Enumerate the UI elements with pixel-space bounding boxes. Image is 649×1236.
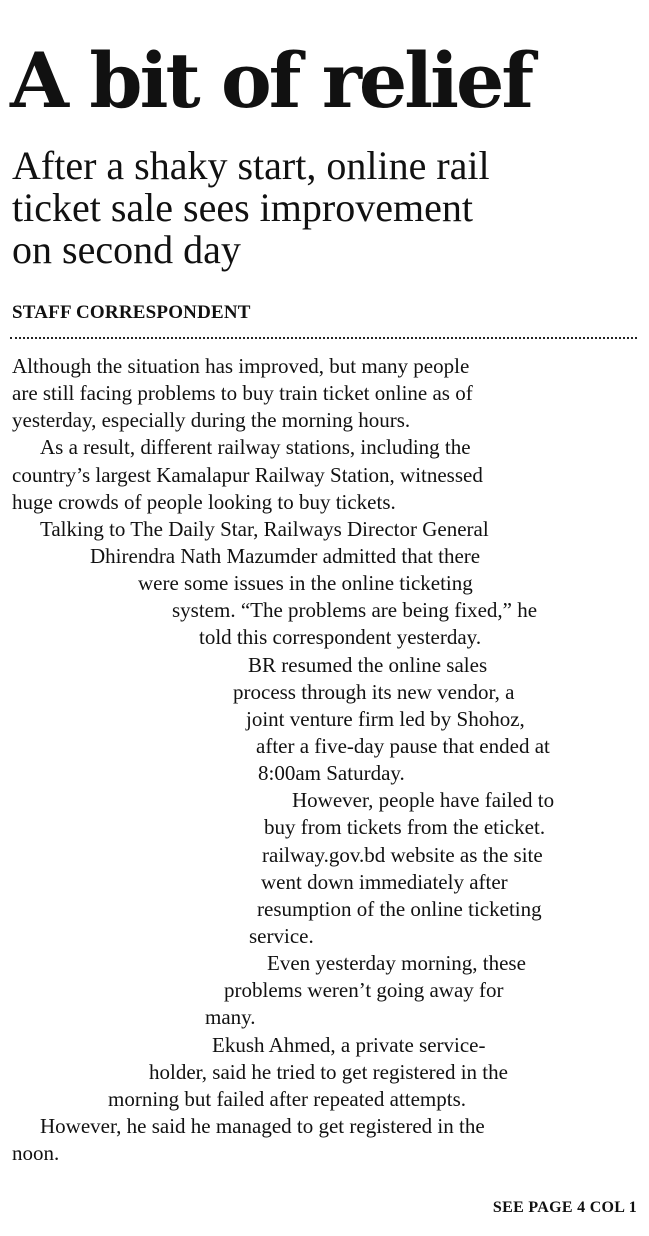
body-line: holder, said he tried to get registered in the — [149, 1059, 508, 1084]
body-line: huge crowds of people looking to buy tickets. — [12, 489, 396, 514]
subheadline-line: After a shaky start, online rail — [12, 143, 490, 188]
article-body — [0, 353, 649, 1167]
body-line: BR resumed the online sales — [248, 652, 488, 677]
body-line: after a five-day pause that ended at — [256, 733, 550, 758]
body-line: are still facing problems to buy train ticket online as of — [12, 381, 473, 406]
body-line: Dhirendra Nath Mazumder admitted that there — [90, 543, 481, 568]
body-line: yesterday, especially during the morning hours. — [12, 408, 411, 433]
body-line: country’s largest Kamalapur Railway Station, witnessed — [12, 462, 483, 487]
subheadline — [12, 145, 490, 271]
byline: STAFF CORRESPONDENT — [12, 302, 251, 323]
body-line: told this correspondent yesterday. — [199, 625, 482, 650]
headline: A bit of relief — [10, 36, 532, 125]
body-line: buy from tickets from the eticket. — [264, 815, 546, 840]
body-line: problems weren’t going away for — [224, 978, 504, 1003]
body-line: were some issues in the online ticketing — [138, 571, 473, 596]
body-line: service. — [249, 923, 314, 948]
body-line: Ekush Ahmed, a private service- — [212, 1032, 486, 1057]
body-line: Although the situation has improved, but many people — [12, 354, 470, 378]
body-line: However, people have failed to — [292, 788, 555, 813]
body-line: As a result, different railway stations, including the — [40, 435, 471, 460]
body-line: many. — [205, 1005, 256, 1030]
body-line: system. “The problems are being fixed,” he — [172, 598, 538, 623]
body-line: joint venture firm led by Shohoz, — [246, 706, 525, 731]
continuation-note: SEE PAGE 4 COL 1 — [492, 1199, 637, 1216]
body-line: railway.gov.bd website as the site — [262, 842, 543, 867]
body-line: went down immediately after — [261, 869, 508, 894]
body-line: Even yesterday morning, these — [267, 951, 526, 976]
subheadline-line: on second day — [12, 227, 241, 272]
body-line: morning but failed after repeated attempts. — [108, 1086, 467, 1111]
dotted-divider — [10, 337, 637, 339]
body-line: process through its new vendor, a — [233, 679, 515, 704]
body-line: resumption of the online ticketing — [257, 896, 542, 921]
subheadline-line: ticket sale sees improvement — [12, 185, 473, 230]
body-line: 8:00am Saturday. — [258, 761, 405, 786]
body-line: noon. — [12, 1141, 60, 1166]
body-line: Talking to The Daily Star, Railways Director General — [40, 516, 489, 541]
body-line: However, he said he managed to get registered in the — [40, 1113, 485, 1138]
